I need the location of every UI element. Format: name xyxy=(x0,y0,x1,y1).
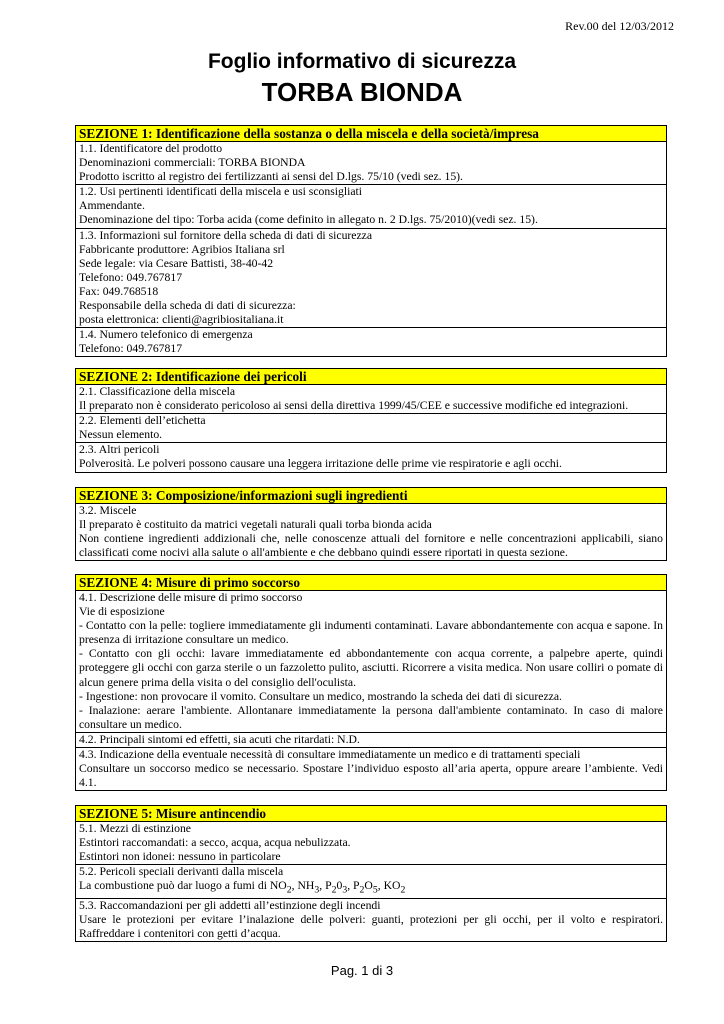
block-4-1 xyxy=(75,591,667,733)
combustion-intro: La combustione può dar luogo a fumi di xyxy=(79,879,270,893)
revision-date: Rev.00 del 12/03/2012 xyxy=(565,19,674,33)
block-4-3 xyxy=(75,748,667,791)
block-paragraph: - Contatto con la pelle: togliere immediatamente gli indumenti contaminati. Lavare abbondantemente con acqua e sapone. In presenza di irritazione consultare un medico. xyxy=(79,619,663,647)
section-2-heading: SEZIONE 2: Identificazione dei pericoli xyxy=(75,368,667,385)
block-5-3 xyxy=(75,899,667,942)
block-line: 1.2. Usi pertinenti identificati della miscela e usi sconsigliati xyxy=(79,185,363,199)
block-line: Il preparato è costituito da matrici vegetali naturali quali torba bionda acida xyxy=(79,518,432,532)
compound-formula: $NO_2$ xyxy=(269,879,292,896)
block-paragraph: - Contatto con gli occhi: lavare immediatamente ed abbondantemente con acqua corrente, a palpebre aperte, quindi proteggere gli occhi con garza sterile o un fazzoletto pulito, asciutti. Ricorrere a visita medica. Non usare colliri o pomate di alcun genere prima della visita o del consiglio dell'oculista. xyxy=(79,647,663,689)
block-line: Fabbricante produttore: Agribios Italiana srl xyxy=(79,242,285,256)
block-line: 4.2. Principali sintomi ed effetti, sia acuti che ritardati: N.D. xyxy=(79,732,360,746)
block-line: Ammendante. xyxy=(79,199,145,213)
block-4-2 xyxy=(75,733,667,748)
block-5-2 xyxy=(75,865,667,899)
block-line: Responsabile della scheda di dati di sicurezza: xyxy=(79,299,296,313)
compound-formula: $KO_2$ xyxy=(383,879,406,896)
block-line: 1.3. Informazioni sul fornitore della scheda di dati di sicurezza xyxy=(79,228,373,242)
block-2-1 xyxy=(75,385,667,414)
block-line: 2.1. Classificazione della miscela xyxy=(79,385,236,398)
block-line: Nessun elemento. xyxy=(79,428,163,442)
block-1-4 xyxy=(75,328,667,357)
block-2-3 xyxy=(75,443,667,472)
block-line: Denominazione del tipo: Torba acida (come definito in allegato n. 2 D.lgs. 75/2010)(vedi sez. 15). xyxy=(79,213,538,227)
block-line: posta elettronica: clienti@agribiositaliana.it xyxy=(79,313,284,327)
section-2 xyxy=(75,368,667,473)
block-line: 1.1. Identificatore del prodotto xyxy=(79,142,223,155)
block-2-2 xyxy=(75,414,667,443)
block-line: 1.4. Numero telefonico di emergenza xyxy=(79,328,253,342)
section-5-heading: SEZIONE 5: Misure antincendio xyxy=(75,805,667,822)
block-line: Telefono: 049.767817 xyxy=(79,270,183,284)
block-paragraph: Usare le protezioni per evitare l’inalazione delle polveri: guanti, protezioni per gli occhi, per il volto e respiratori. Raffreddare i contenitori con getti d’acqua. xyxy=(79,912,663,940)
compound-list: $NO_2$, $NH_3$, $P_20_3$, $P_2O_5$, $KO_2$ xyxy=(269,879,406,896)
block-line: 5.2. Pericoli speciali derivanti dalla miscela xyxy=(79,865,284,879)
block-line: 2.2. Elementi dell’etichetta xyxy=(79,414,206,428)
section-3-heading: SEZIONE 3: Composizione/informazioni sugli ingredienti xyxy=(75,487,667,504)
page-number: Pag. 1 di 3 xyxy=(330,963,394,978)
block-paragraph: - Inalazione: aerare l'ambiente. Allontanare immediatamente la persona dall'ambiente contaminato. In caso di malore consultare un medico. xyxy=(79,703,663,731)
block-line: Sede legale: via Cesare Battisti, 38-40-42 xyxy=(79,256,274,270)
block-line: 2.3. Altri pericoli xyxy=(79,443,160,457)
block-line: Vie di esposizione xyxy=(79,605,165,619)
block-paragraph: Consultare un soccorso medico se necessario. Spostare l’individuo esposto all’aria aperta, oppure areare l’ambiente. Vedi 4.1. xyxy=(79,762,663,790)
block-1-3 xyxy=(75,229,667,329)
compound-formula: $P_2O_5$ xyxy=(353,879,378,896)
block-line: Il preparato non è considerato pericoloso ai sensi della direttiva 1999/45/CEE e successive modifiche ed integrazioni. xyxy=(79,399,629,413)
section-4-heading: SEZIONE 4: Misure di primo soccorso xyxy=(75,574,667,591)
block-line: 5.3. Raccomandazioni per gli addetti all’estinzione degli incendi xyxy=(79,898,381,912)
block-line: - Ingestione: non provocare il vomito. Consultare un medico, mostrando la scheda dei dati di sicurezza. xyxy=(79,689,562,703)
block-1-1 xyxy=(75,142,667,185)
block-line: 5.1. Mezzi di estinzione xyxy=(79,822,191,835)
block-paragraph: Non contiene ingredienti addizionali che, nelle conoscenze attuali del fornitore e nelle concentrazioni applicabili, siano classificati come nocivi alla salute o all'ambiente e che debbano quindi essere riportati in questa sezione. xyxy=(79,532,663,560)
block-line: 4.3. Indicazione della eventuale necessità di consultare immediatamente un medico e di trattamenti speciali xyxy=(79,748,581,762)
compound-formula: $NH_3$ xyxy=(297,879,320,896)
combustion-line xyxy=(79,879,663,897)
block-line: Fax: 049.768518 xyxy=(79,284,159,298)
block-line: Polverosità. Le polveri possono causare una leggera irritazione delle prime vie respiratorie e agli occhi. xyxy=(79,457,562,471)
block-line: Telefono: 049.767817 xyxy=(79,342,183,356)
section-1-heading: SEZIONE 1: Identificazione della sostanza o della miscela e della società/impresa xyxy=(75,125,667,142)
block-line: Estintori non idonei: nessuno in particolare xyxy=(79,850,281,864)
product-name: TORBA BIONDA xyxy=(261,77,463,107)
block-5-1 xyxy=(75,822,667,865)
document-title: Foglio informativo di sicurezza xyxy=(207,50,517,73)
compound-formula: $P_20_3$ xyxy=(325,879,348,896)
section-5 xyxy=(75,805,667,942)
block-line: Denominazioni commerciali: TORBA BIONDA xyxy=(79,156,306,170)
section-1 xyxy=(75,125,667,357)
block-line: 3.2. Miscele xyxy=(79,504,137,517)
block-line: Estintori raccomandati: a secco, acqua, acqua nebulizzata. xyxy=(79,836,351,850)
block-1-2 xyxy=(75,185,667,228)
block-line: 4.1. Descrizione delle misure di primo soccorso xyxy=(79,591,303,604)
section-3 xyxy=(75,487,667,561)
section-4 xyxy=(75,574,667,791)
block-line: Prodotto iscritto al registro dei fertilizzanti ai sensi del D.lgs. 75/10 (vedi sez. 15). xyxy=(79,170,463,184)
block-3-2 xyxy=(75,504,667,561)
